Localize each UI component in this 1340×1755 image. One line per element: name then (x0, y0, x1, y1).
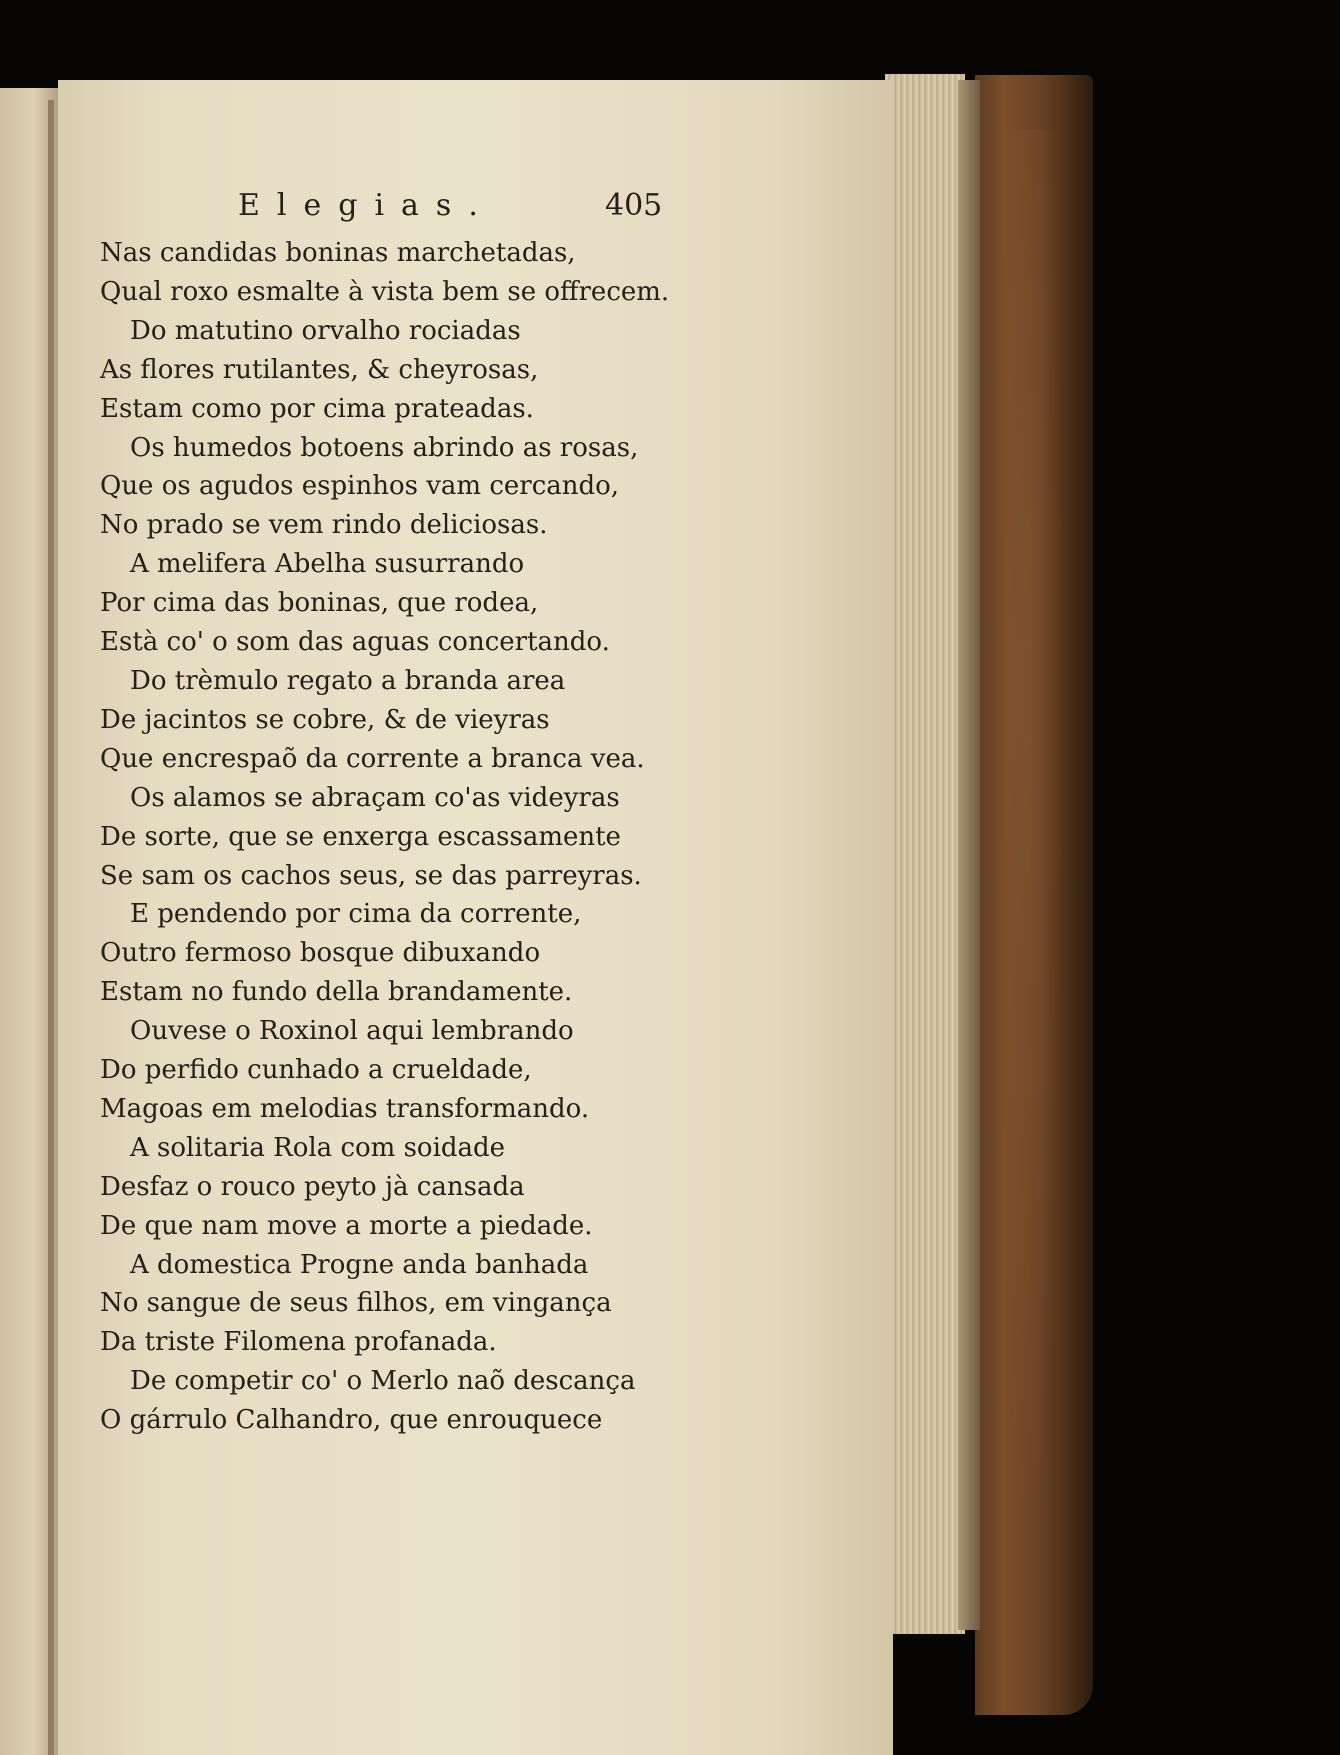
verse-line: Os alamos se abraçam co'as videyras (130, 782, 620, 813)
verse-line: A solitaria Rola com soidade (130, 1132, 506, 1163)
page-number: 405 (605, 188, 663, 223)
verse-line: O gárrulo Calhandro, que enrouquece (100, 1405, 603, 1436)
verse-line: Se sam os cachos seus, se das parreyras. (100, 860, 642, 891)
verse-line: Està co' o som das aguas concertando. (100, 627, 610, 658)
verse-line: No prado se vem rindo deliciosas. (100, 510, 548, 541)
verse-line: Os humedos botoens abrindo as rosas, (130, 432, 639, 463)
gutter-fold (48, 100, 54, 1755)
verse-line: Do perfido cunhado a crueldade, (100, 1055, 532, 1086)
verse-line: Que os agudos espinhos vam cercando, (100, 471, 620, 502)
verse-line: Do matutino orvalho rociadas (130, 315, 521, 346)
cover-texture (1005, 130, 1065, 1530)
running-title: Elegias. (238, 188, 495, 223)
verse-line: De competir co' o Merlo naõ descança (130, 1366, 636, 1397)
page-stack-edge (885, 74, 965, 1634)
verse-line: Nas candidas boninas marchetadas, (100, 238, 576, 268)
verse-line: Desfaz o rouco peyto jà cansada (100, 1171, 525, 1202)
verse-line: De sorte, que se enxerga escassamente (100, 821, 621, 852)
verse-line: Do trèmulo regato a branda area (130, 665, 566, 696)
verse-line: Estam como por cima prateadas. (100, 393, 534, 424)
verse-line: De jacintos se cobre, & de vieyras (100, 704, 550, 735)
verse-line: Qual roxo esmalte à vista bem se offrecem. (100, 276, 670, 307)
page-stack-shadow (958, 80, 980, 1630)
verse-line: As flores rutilantes, & cheyrosas, (100, 354, 539, 385)
verse-body (100, 234, 700, 1440)
verse-line: De que nam move a morte a piedade. (100, 1210, 593, 1241)
verse-line: Outro fermoso bosque dibuxando (100, 938, 541, 969)
verse-line: Que encrespaõ da corrente a branca vea. (100, 743, 645, 774)
verse-line: Magoas em melodias transformando. (100, 1093, 590, 1124)
verse-line: Ouvese o Roxinol aqui lembrando (130, 1016, 574, 1047)
page-text (100, 188, 700, 1440)
running-head (100, 188, 700, 232)
verse-line: Estam no fundo della brandamente. (100, 977, 573, 1008)
verse-line: A domestica Progne anda banhada (130, 1249, 589, 1280)
verse-line: E pendendo por cima da corrente, (130, 899, 582, 930)
background-shadow (0, 0, 1340, 80)
verse-line: Por cima das boninas, que rodea, (100, 588, 539, 619)
verse-line: Da triste Filomena profanada. (100, 1327, 497, 1358)
verse-line: A melifera Abelha susurrando (130, 549, 525, 580)
verse-line: No sangue de seus filhos, em vingança (100, 1288, 612, 1319)
